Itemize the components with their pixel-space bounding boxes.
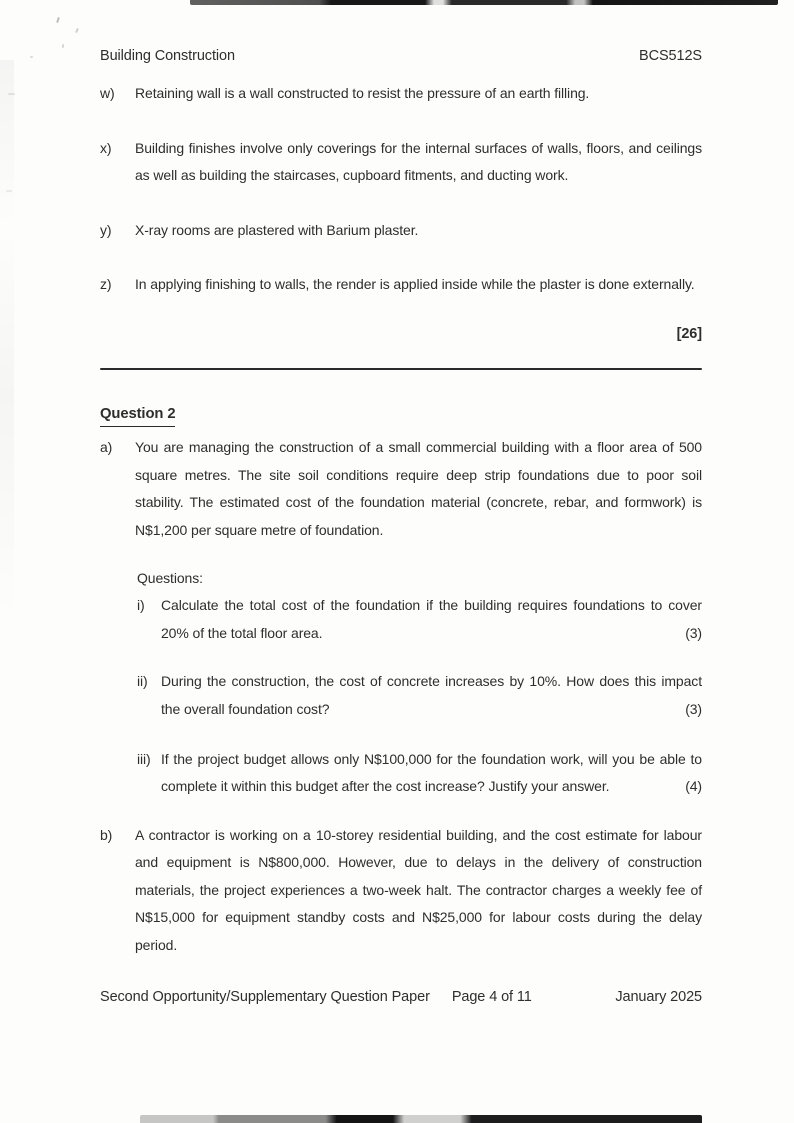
scan-edge-streak <box>0 60 14 620</box>
statement-label: x) <box>100 139 112 156</box>
sub-question-mark: (4) <box>685 778 702 795</box>
course-title: Building Construction <box>100 48 235 64</box>
sub-question-label: iii) <box>137 750 151 767</box>
sub-question-label: i) <box>137 597 145 614</box>
pencil-mark <box>75 28 79 33</box>
part-label: a) <box>100 439 113 456</box>
statement-text: Retaining wall is a wall constructed to resist the pressure of an earth filling. <box>135 85 590 101</box>
question2-part-b <box>100 822 702 960</box>
sub-question-i <box>137 592 702 647</box>
statement-label: z) <box>100 276 112 293</box>
scan-artifact-bottom-bar <box>140 1115 702 1123</box>
document-footer <box>100 987 702 1007</box>
sub-question-label: ii) <box>137 673 148 690</box>
statement-text: In applying finishing to walls, the render is applied inside while the plaster is done externally. <box>135 276 695 293</box>
sub-question-iii <box>137 746 702 801</box>
course-code: BCS512S <box>639 48 702 64</box>
footer-paper-title: Second Opportunity/Supplementary Question Paper <box>100 989 430 1005</box>
statement-w <box>100 80 702 108</box>
statement-label: w) <box>100 85 115 101</box>
sub-question-text: During the construction, the cost of concrete increases by 10%. How does this impact the overall foundation cost? <box>161 673 702 717</box>
question2-part-a <box>100 434 702 544</box>
sub-question-text: If the project budget allows only N$100,000 for the foundation work, will you be able to complete it within this budget after the cost increase? Justify your answer. <box>161 750 702 795</box>
statement-label: y) <box>100 221 112 238</box>
section-total-mark: [26] <box>676 325 702 342</box>
footer-page-number: Page 4 of 11 <box>451 989 532 1005</box>
part-b-text: A contractor is working on a 10-storey residential building, and the cost estimate for labour and equipment is N$800,000. However, due to delays in the delivery of construction materials, the project experiences a two-week halt. The contractor charges a weekly fee of N$15,000 for equipment standby costs and N$25,000 for labour costs during the delay period. <box>135 826 702 954</box>
sub-question-mark: (3) <box>685 700 702 717</box>
sub-question-mark: (3) <box>685 624 702 641</box>
pencil-mark <box>62 44 65 48</box>
statement-y <box>100 217 702 245</box>
part-a-intro: You are managing the construction of a small commercial building with a floor area of 500 square metres. The site soil conditions require deep strip foundations due to poor soil stability. The estimated cost of the foundation material (concrete, rebar, and formwork) is N$1,200 per square metre of foundation. <box>135 439 702 538</box>
questions-label: Questions: <box>137 569 203 586</box>
sub-question-text-wrap <box>161 592 702 647</box>
section-divider <box>100 368 702 370</box>
statement-x <box>100 135 702 190</box>
sub-question-text-wrap <box>161 746 702 801</box>
statement-text: X-ray rooms are plastered with Barium plaster. <box>135 221 419 238</box>
question2-heading-text: Question 2 <box>100 404 175 427</box>
question2-heading <box>100 400 702 428</box>
footer-date: January 2025 <box>615 989 702 1005</box>
part-label: b) <box>100 826 113 843</box>
page-content <box>100 0 702 960</box>
statement-z <box>100 271 702 299</box>
pencil-mark <box>56 17 60 23</box>
pencil-mark <box>30 56 33 58</box>
document-header <box>100 46 702 66</box>
sub-question-text: Calculate the total cost of the foundation if the building requires foundations to cover 20% of the total floor area. <box>161 597 702 641</box>
sub-question-text-wrap <box>161 668 702 723</box>
sub-question-ii <box>137 668 702 723</box>
statement-text: Building finishes involve only coverings for the internal surfaces of walls, floors, and ceilings as well as building the staircases, cupboard fitments, and ducting work. <box>135 139 702 184</box>
